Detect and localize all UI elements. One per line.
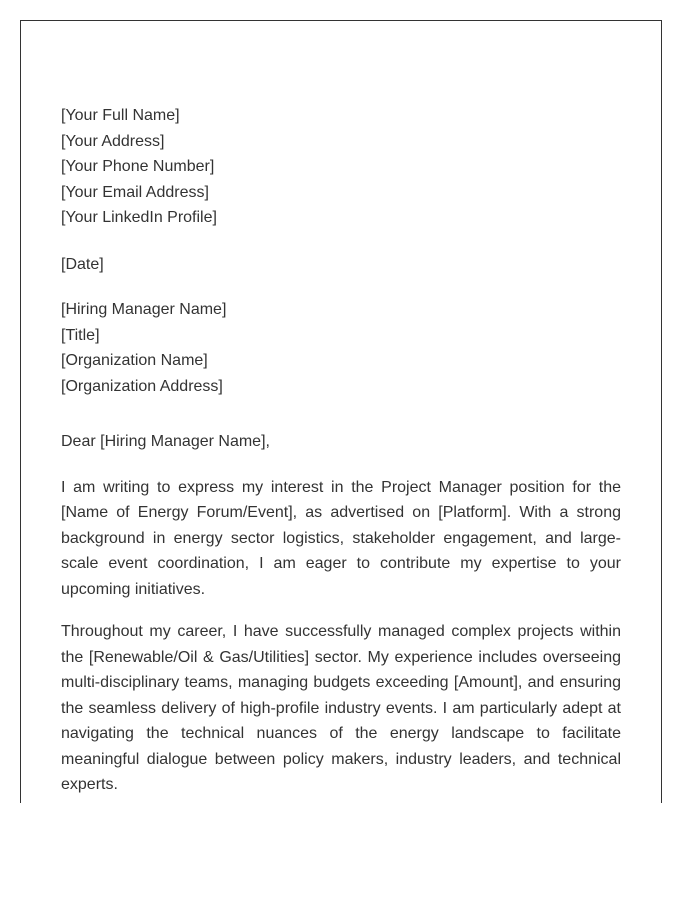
sender-phone: [Your Phone Number] bbox=[61, 158, 215, 175]
body-paragraph-2: Throughout my career, I have successfully managed complex projects within the [Renewable/Oil & Gas/Utilities] sector. My experience includes overseeing multi-disciplinary teams, managing budgets exceeding [Amount], and ensuring the seamless delivery of high-profile industry events. I am particularly adept at navigating the technical nuances of the energy landscape to facilitate meaningful dialogue between policy makers, industry leaders, and technical experts. bbox=[61, 623, 621, 793]
recipient-name: [Hiring Manager Name] bbox=[61, 301, 227, 318]
recipient-organization: [Organization Name] bbox=[61, 352, 208, 369]
sender-address: [Your Address] bbox=[61, 132, 165, 150]
sender-email: [Your Email Address] bbox=[61, 183, 209, 201]
body-paragraph-1: I am writing to express my interest in the Project Manager position for the [Name of Energy Forum/Event], as advertised on [Platform]. With a strong background in energy sector logistics, stakeholder engagement, and large-scale event coordination, I am eager to contribute my expertise to your upcoming initiatives. bbox=[61, 478, 621, 598]
spacer bbox=[61, 277, 621, 297]
recipient-org-address: [Organization Address] bbox=[61, 377, 223, 395]
spacer bbox=[61, 602, 621, 619]
letter-page bbox=[20, 20, 662, 803]
recipient-title: [Title] bbox=[61, 326, 100, 344]
recipient-block bbox=[61, 297, 621, 399]
spacer bbox=[61, 231, 621, 252]
sender-block bbox=[61, 103, 621, 231]
spacer bbox=[61, 399, 621, 429]
letter-body bbox=[61, 103, 621, 798]
salutation: Dear [Hiring Manager Name], bbox=[61, 433, 270, 450]
sender-linkedin: [Your LinkedIn Profile] bbox=[61, 209, 217, 226]
sender-full-name: [Your Full Name] bbox=[61, 107, 180, 124]
letter-date: [Date] bbox=[61, 255, 104, 273]
salutation-block bbox=[61, 429, 621, 455]
date-block bbox=[61, 252, 621, 278]
spacer bbox=[61, 455, 621, 475]
